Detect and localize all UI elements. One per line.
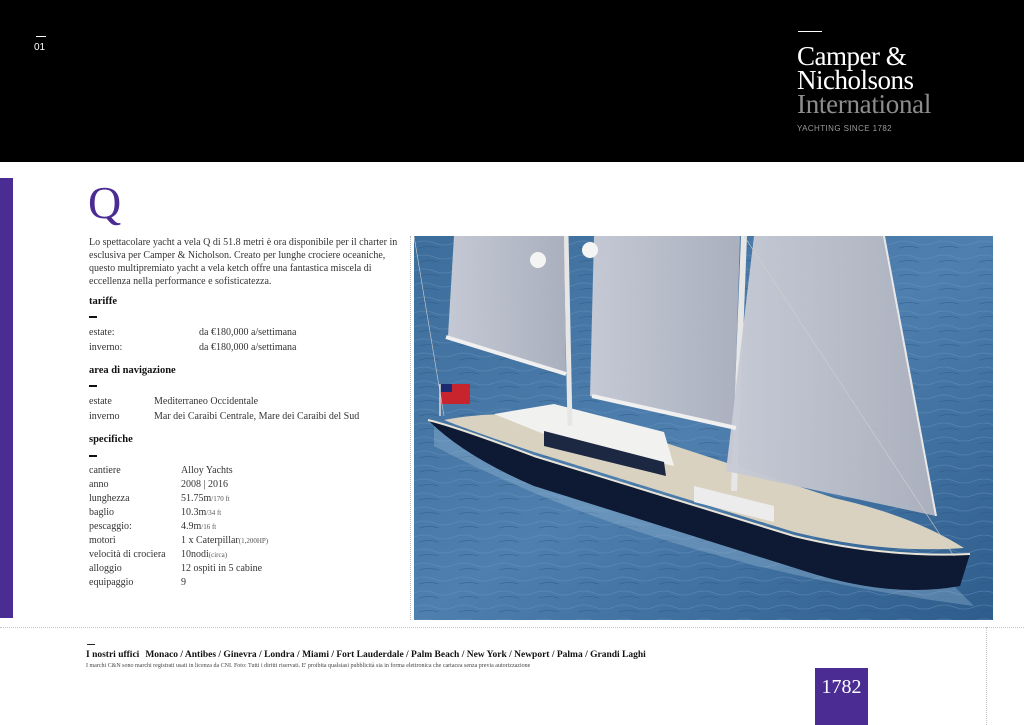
page-number: 01 xyxy=(34,42,46,53)
logo-tagline: YACHTING SINCE 1782 xyxy=(797,124,893,133)
spec-unit: /16 ft xyxy=(201,523,217,531)
offices-line xyxy=(86,650,646,660)
spec-label: alloggio xyxy=(89,563,122,574)
spec-unit: /34 ft xyxy=(206,509,222,517)
brand-logo xyxy=(797,41,932,134)
spec-value: 4.9m xyxy=(181,521,202,532)
rate-label: estate: xyxy=(89,327,115,338)
specs-title: specifiche xyxy=(89,434,133,445)
yacht-intro: Lo spettacolare yacht a vela Q di 51.8 metri è ora disponibile per il charter in esclusiva per Camper & Nicholson. Creato per lunghe crociere oceaniche, questo multipremiato yacht a vela ketch offre una fantastica miscela di eccellenza nella performance e sofisticatezza. xyxy=(89,237,398,287)
spec-unit: (1,200HP) xyxy=(238,537,269,545)
footer-divider xyxy=(0,627,1024,628)
offices-list: Monaco / Antibes / Ginevra / Londra / Miami / Fort Lauderdale / Palm Beach / New York / Newport / Palma / Grandi Laghi xyxy=(145,650,646,660)
cruising-value: Mediterraneo Occidentale xyxy=(154,396,259,407)
logo-line-1: Camper & xyxy=(797,41,907,71)
legal-notice: I marchi C&N sono marchi registrati usati in licenza da CNI. Foto: Tutti i diritti riservati. E' proibita qualsiasi pubblicità sia in forma elettronica che cartacea senza previa autorizzazione xyxy=(86,663,531,669)
spec-label: anno xyxy=(89,479,109,490)
spec-label: lunghezza xyxy=(89,493,130,504)
spec-label: cantiere xyxy=(89,465,121,476)
spec-label: motori xyxy=(89,535,116,546)
spec-label: velocità di crociera xyxy=(89,549,166,560)
year-badge: 1782 xyxy=(815,668,868,725)
spec-value: 10.3m xyxy=(181,507,207,518)
cruising-label: estate xyxy=(89,396,112,407)
yacht-name: Q xyxy=(88,177,122,228)
spec-value: 9 xyxy=(181,577,186,588)
footer-vertical-divider xyxy=(986,627,987,725)
page-number-dash xyxy=(36,36,46,37)
spec-label: equipaggio xyxy=(89,577,134,588)
logo-rule xyxy=(798,31,822,32)
column-divider xyxy=(410,236,411,620)
spec-value: 10nodi xyxy=(181,549,209,560)
offices-label: I nostri uffici xyxy=(86,650,140,660)
rate-value: da €180,000 a/settimana xyxy=(199,342,297,353)
rates-dash xyxy=(89,316,97,318)
spec-value: 51.75m xyxy=(181,493,212,504)
spec-value: 2008 | 2016 xyxy=(181,479,229,490)
rate-label: inverno: xyxy=(89,342,123,353)
spec-label: pescaggio: xyxy=(89,521,132,532)
accent-side-bar xyxy=(0,178,13,618)
spec-label: baglio xyxy=(89,507,114,518)
spec-value: 12 ospiti in 5 cabine xyxy=(181,563,263,574)
cruising-label: inverno xyxy=(89,411,120,422)
logo-line-2: Nicholsons xyxy=(797,65,914,95)
cruising-dash xyxy=(89,385,97,387)
cruising-value: Mar dei Caraibi Centrale, Mare dei Caraibi del Sud xyxy=(154,411,360,422)
spec-unit: /170 ft xyxy=(211,495,230,503)
footer-dash xyxy=(87,644,95,645)
logo-line-3: International xyxy=(797,89,932,119)
specs-dash xyxy=(89,455,97,457)
rates-title: tariffe xyxy=(89,296,117,307)
yacht-photo xyxy=(414,236,993,620)
header-bar xyxy=(0,0,1024,162)
cruising-title: area di navigazione xyxy=(89,365,176,376)
spec-value: Alloy Yachts xyxy=(181,465,233,476)
spec-value: 1 x Caterpillar xyxy=(181,535,239,546)
spec-unit: (circa) xyxy=(208,551,228,559)
rate-value: da €180,000 a/settimana xyxy=(199,327,297,338)
